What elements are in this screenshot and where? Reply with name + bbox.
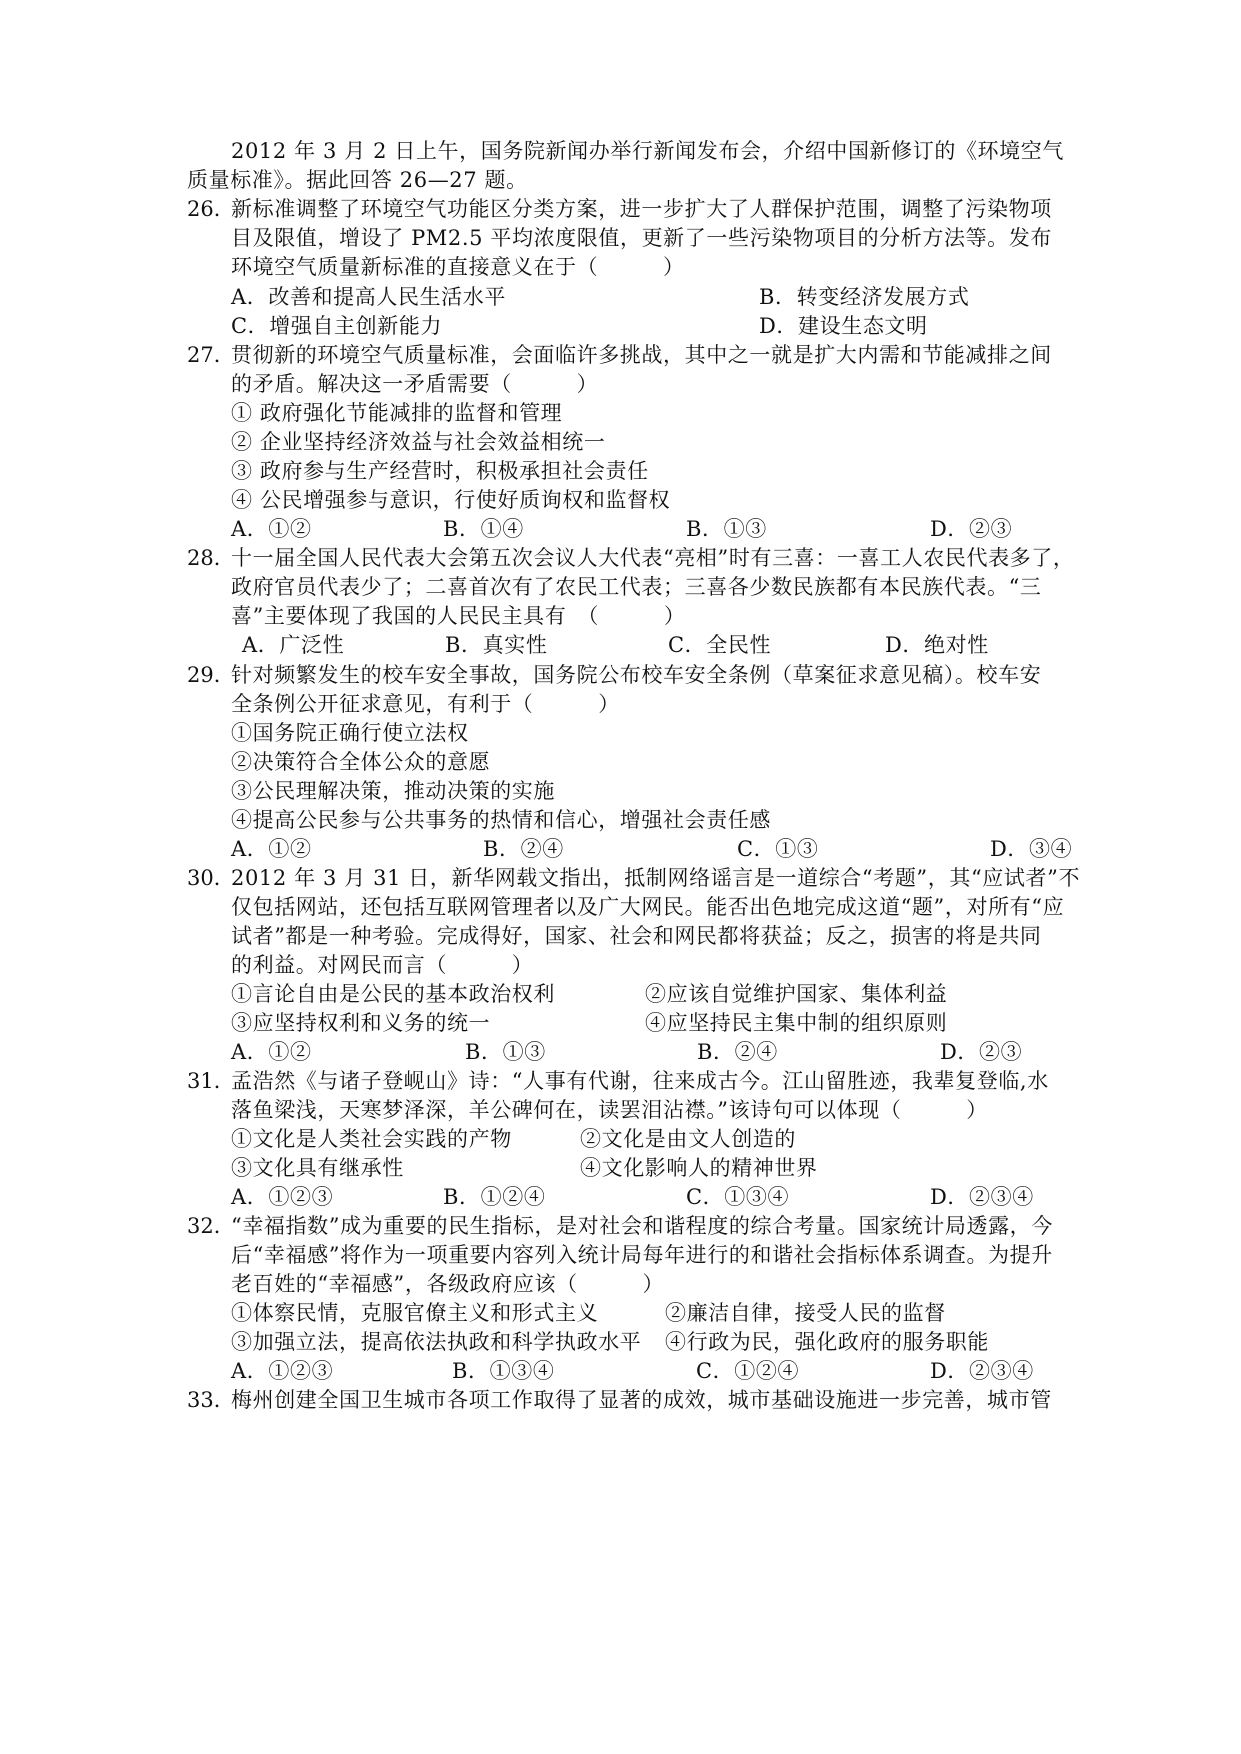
q32-option-c: C．①②④ [696, 1359, 800, 1383]
q26-option-c: C．增强自主创新能力 [231, 314, 443, 338]
q32-item-1: ①体察民情，克服官僚主义和形式主义 [231, 1301, 599, 1325]
question-number-28: 28． [187, 546, 235, 570]
q29-stem-line: 针对频繁发生的校车安全事故，国务院公布校车安全条例（草案征求意见稿）。校车安 [231, 663, 1042, 687]
q27-option-c: B．①③ [686, 517, 767, 541]
q30-item-4: ④应坚持民主集中制的组织原则 [645, 1011, 948, 1035]
q28-option-b: B．真实性 [445, 633, 548, 657]
intro-line-1: 2012 年 3 月 2 日上午，国务院新闻办举行新闻发布会，介绍中国新修订的《环境空气 [231, 139, 1064, 163]
q30-option-d: D．②③ [940, 1040, 1023, 1064]
q30-stem-line: 2012 年 3 月 31 日，新华网载文指出，抵制网络谣言是一道综合“考题”，其“应试者”不 [231, 866, 1081, 890]
q29-item-4: ④提高公民参与公共事务的热情和信心，增强社会责任感 [231, 808, 771, 832]
question-number-30: 30． [187, 866, 235, 890]
q30-option-c: B．②④ [697, 1040, 778, 1064]
q31-stem-line: 孟浩然《与诸子登岘山》诗：“人事有代谢，往来成古今。江山留胜迹，我辈复登临,水 [231, 1069, 1049, 1093]
q28-option-a: A．广泛性 [242, 633, 345, 657]
q26-stem-line: 新标准调整了环境空气功能区分类方案，进一步扩大了人群保护范围，调整了污染物项 [231, 197, 1052, 221]
question-number-27: 27． [187, 343, 235, 367]
q31-item-3: ③文化具有继承性 [231, 1156, 404, 1180]
q30-stem-line: 试者”都是一种考验。完成得好，国家、社会和网民都将获益；反之，损害的将是共同 [231, 924, 1042, 948]
q28-stem-line: 政府官员代表少了；二喜首次有了农民工代表；三喜各少数民族都有本民族代表。“三 [231, 575, 1042, 599]
q30-option-a: A．①② [231, 1040, 312, 1064]
q30-stem-line: 仅包括网站，还包括互联网管理者以及广大网民。能否出色地完成这道“题”，对所有“应 [231, 895, 1065, 919]
q26-stem-line: 目及限值，增设了 PM2.5 平均浓度限值，更新了一些污染物项目的分析方法等。发布 [231, 226, 1052, 250]
q26-option-a: A．改善和提高人民生活水平 [231, 285, 506, 309]
q26-option-d: D．建设生态文明 [759, 314, 928, 338]
q32-stem-line: 后“幸福感”将作为一项重要内容列入统计局每年进行的和谐社会指标体系调查。为提升 [231, 1243, 1053, 1267]
q29-option-c: C．①③ [737, 837, 819, 861]
q32-item-3: ③加强立法，提高依法执政和科学执政水平 [231, 1330, 642, 1354]
q31-option-a: A．①②③ [231, 1185, 334, 1209]
q31-item-2: ②文化是由文人创造的 [580, 1127, 796, 1151]
q27-item-4: ④ 公民增强参与意识，行使好质询权和监督权 [231, 488, 671, 512]
q29-option-b: B．②④ [483, 837, 564, 861]
question-number-29: 29． [187, 663, 235, 687]
q27-item-3: ③ 政府参与生产经营时，积极承担社会责任 [231, 459, 649, 483]
q29-option-a: A．①② [231, 837, 312, 861]
q27-option-b: B．①④ [443, 517, 524, 541]
q31-option-c: C．①③④ [686, 1185, 790, 1209]
question-number-31: 31． [187, 1069, 235, 1093]
q32-item-2: ②廉洁自律，接受人民的监督 [665, 1301, 946, 1325]
q29-item-1: ①国务院正确行使立法权 [231, 721, 469, 745]
q27-stem-line: 贯彻新的环境空气质量标准，会面临许多挑战，其中之一就是扩大内需和节能减排之间 [231, 343, 1052, 367]
q27-item-2: ② 企业坚持经济效益与社会效益相统一 [231, 430, 606, 454]
q27-item-1: ① 政府强化节能减排的监督和管理 [231, 401, 563, 425]
q28-option-c: C．全民性 [668, 633, 772, 657]
q32-option-a: A．①②③ [231, 1359, 334, 1383]
q28-stem-line: 十一届全国人民代表大会第五次会议人大代表“亮相”时有三喜：一喜工人农民代表多了， [231, 546, 1075, 570]
q29-item-3: ③公民理解决策，推动决策的实施 [231, 779, 555, 803]
q29-item-2: ②决策符合全体公众的意愿 [231, 750, 491, 774]
q29-option-d: D．③④ [990, 837, 1073, 861]
q30-stem-line: 的利益。对网民而言（ ） [231, 953, 534, 977]
question-number-26: 26． [187, 197, 235, 221]
q32-stem-line: 老百姓的“幸福感”，各级政府应该（ ） [231, 1272, 665, 1296]
q30-item-1: ①言论自由是公民的基本政治权利 [231, 982, 555, 1006]
q26-stem-line: 环境空气质量新标准的直接意义在于（ ） [231, 255, 685, 279]
q29-stem-line: 全条例公开征求意见，有利于（ ） [231, 692, 620, 716]
q31-item-1: ①文化是人类社会实践的产物 [231, 1127, 512, 1151]
q32-item-4: ④行政为民，强化政府的服务职能 [665, 1330, 989, 1354]
q31-option-b: B．①②④ [443, 1185, 546, 1209]
q27-option-a: A．①② [231, 517, 312, 541]
q28-stem-line: 喜”主要体现了我国的人民民主具有 （ ） [231, 604, 686, 628]
q31-item-4: ④文化影响人的精神世界 [580, 1156, 818, 1180]
q31-stem-line: 落鱼梁浅，天寒梦泽深，羊公碑何在，读罢泪沾襟。”该诗句可以体现（ ） [231, 1098, 988, 1122]
q27-stem-line: 的矛盾。解决这一矛盾需要（ ） [231, 372, 599, 396]
q28-option-d: D．绝对性 [885, 633, 989, 657]
q30-item-3: ③应坚持权利和义务的统一 [231, 1011, 491, 1035]
q32-option-b: B．①③④ [452, 1359, 555, 1383]
q32-stem-line: “幸福指数”成为重要的民生指标，是对社会和谐程度的综合考量。国家统计局透露，今 [231, 1214, 1053, 1238]
q33-stem-line: 梅州创建全国卫生城市各项工作取得了显著的成效，城市基础设施进一步完善，城市管 [231, 1388, 1052, 1412]
q30-item-2: ②应该自觉维护国家、集体利益 [645, 982, 948, 1006]
q30-option-b: B．①③ [465, 1040, 546, 1064]
q27-option-d: D．②③ [930, 517, 1013, 541]
q31-option-d: D．②③④ [930, 1185, 1034, 1209]
q26-option-b: B．转变经济发展方式 [759, 285, 970, 309]
intro-line-2: 质量标准》。据此回答 26—27 题。 [187, 168, 528, 192]
q32-option-d: D．②③④ [930, 1359, 1034, 1383]
question-number-32: 32． [187, 1214, 235, 1238]
question-number-33: 33． [187, 1388, 235, 1412]
